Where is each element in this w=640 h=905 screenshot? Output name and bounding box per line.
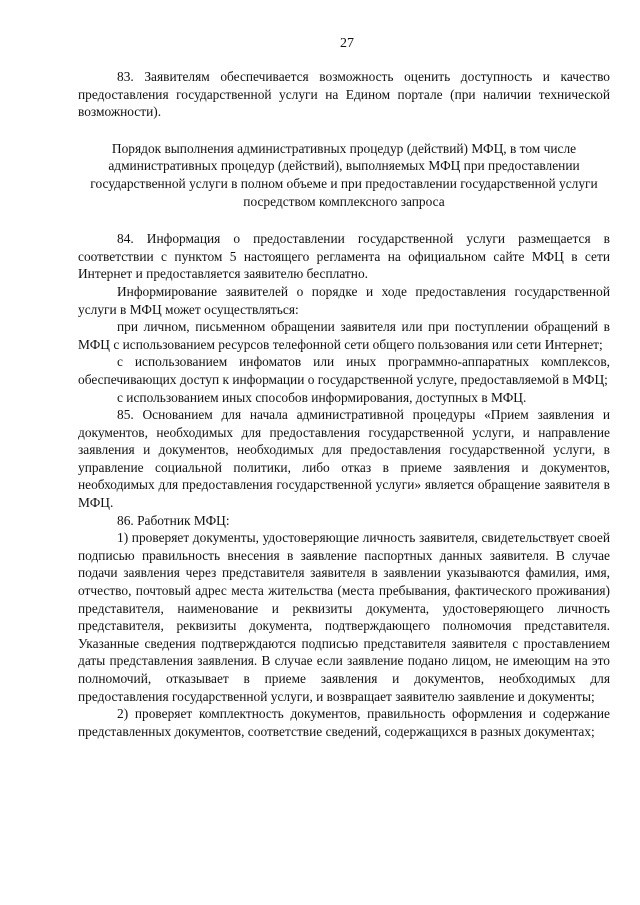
- section-heading: [78, 140, 610, 210]
- paragraph-85: 85. Основанием для начала административной процедуры «Прием заявления и документов, необходимых для предоставления государственной услуги, и направление заявления и документов, необходимых для предоставления государственной услуги, в управление социальной политики, либо отказ в приеме заявления и документов, необходимых для предоставления государственной услуги» является обращение заявителя в МФЦ.: [78, 407, 610, 511]
- section-heading-text: Порядок выполнения административных процедур (действий) МФЦ, в том числе административных процедур (действий), выполняемых МФЦ при предоставлении государственной услуги в полном объеме и при предоставлении государственной услуги посредством комплексного запроса: [90, 140, 598, 209]
- paragraph-86-item-1: 1) проверяет документы, удостоверяющие личность заявителя, свидетельствует своей подписью правильность внесения в заявление паспортных данных заявителя. В случае подачи заявления через представителя заявителя в заявлении указываются фамилия, имя, отчество, почтовый адрес места жительства (места пребывания, фактического проживания) представителя, наименование и реквизиты документа, удостоверяющего личность представителя, реквизиты документа, подтверждающего полномочия представителя. Указанные сведения подтверждаются подписью представителя заявителя с проставлением даты представления заявления. В случае если заявление подано лицом, не имеющим на это полномочий, отказывает в приеме заявления и документов, необходимых для предоставления государственной услуги, и возвращает заявителю заявление и документы;: [78, 530, 610, 704]
- paragraph-86-item-2: 2) проверяет комплектность документов, правильность оформления и содержание представленных документов, соответствие сведений, содержащихся в разных документах;: [78, 706, 610, 739]
- paragraph-84: 84. Информация о предоставлении государственной услуги размещается в соответствии с пунктом 5 настоящего регламента на официальном сайте МФЦ в сети Интернет и предоставляется заявителю бесплатно.: [78, 231, 610, 282]
- paragraph-84-item-1: при личном, письменном обращении заявителя или при поступлении обращений в МФЦ с использованием ресурсов телефонной сети общего пользования или сети Интернет;: [78, 319, 610, 352]
- paragraph-84-item-3: с использованием иных способов информирования, доступных в МФЦ.: [117, 389, 527, 405]
- paragraph-84-item-2: с использованием инфоматов или иных программно-аппаратных комплексов, обеспечивающих доступ к информации о государственной услуге, предоставляемой в МФЦ;: [78, 354, 610, 387]
- page-number: 27: [340, 36, 354, 51]
- paragraph-86: 86. Работник МФЦ:: [117, 512, 230, 528]
- paragraph-83: 83. Заявителям обеспечивается возможность оценить доступность и качество предоставления государственной услуги на Едином портале (при наличии технической возможности).: [78, 69, 610, 120]
- paragraph-84-informing: Информирование заявителей о порядке и ходе предоставления государственной услуги в МФЦ может осуществляться:: [78, 283, 610, 317]
